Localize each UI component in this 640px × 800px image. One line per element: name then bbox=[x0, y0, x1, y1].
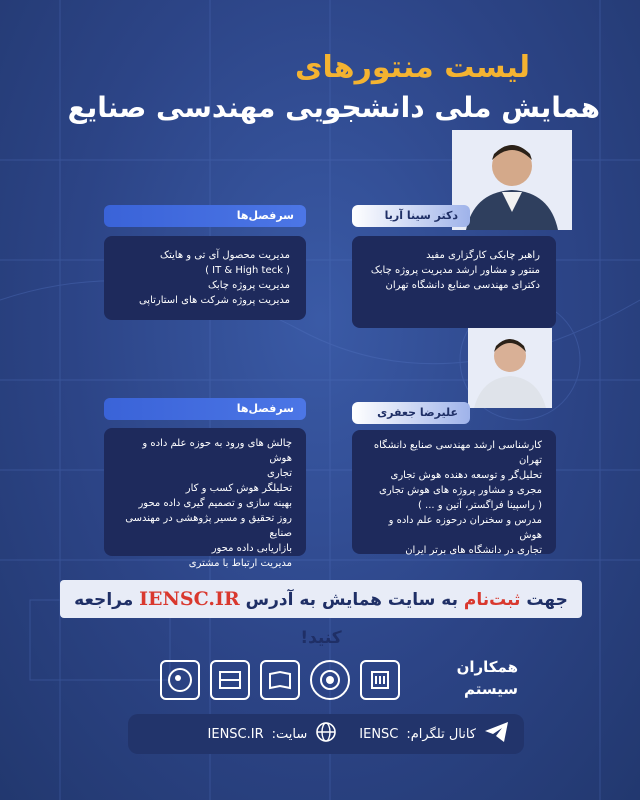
mentor2-topic: روز تحقیق و مسیر پژوهشی در مهندسی bbox=[125, 513, 292, 524]
mentor2-bio-line: تحلیل‌گر و توسعه دهنده هوش تجاری bbox=[390, 470, 542, 481]
mentor2-topic: چالش های ورود به حوزه علم داده و هوش bbox=[142, 438, 292, 464]
mentor2-name-pill bbox=[352, 402, 470, 424]
mentor1-photo bbox=[452, 130, 572, 230]
partner-logo-book-icon bbox=[260, 660, 300, 700]
contact-footer bbox=[128, 714, 524, 754]
mentor2-topic: تجاری bbox=[267, 468, 292, 479]
registration-banner bbox=[60, 580, 582, 648]
mentor2-topics-pill bbox=[104, 398, 306, 420]
cta-highlight: ثبت‌نام bbox=[463, 590, 521, 610]
partner-logo-head-icon bbox=[160, 660, 200, 700]
mentor1-bio-line: منتور و مشاور ارشد مدیریت پروژه چابک bbox=[370, 265, 540, 276]
cta-suffix: مراجعه کنید! bbox=[74, 590, 342, 648]
partners-row bbox=[160, 650, 520, 714]
mentor1-topics-pill bbox=[104, 205, 306, 227]
title-line-2: همایش ملی دانشجویی مهندسی صنایع bbox=[67, 91, 600, 124]
mentor2-bio-line: تهران bbox=[518, 455, 542, 466]
partners-title-line-2: سیستم bbox=[463, 680, 518, 698]
partner-logo-seal-icon bbox=[310, 660, 350, 700]
mentor2-bio-line: مجری و مشاور پروژه های هوش تجاری bbox=[379, 485, 542, 496]
mentor2-topics-card bbox=[104, 428, 306, 569]
mentor1-name: دکتر سینا آریا bbox=[384, 209, 458, 222]
mentor1-topic: مدیریت محصول آی تی و هایتک bbox=[160, 250, 290, 261]
partners-title bbox=[418, 656, 518, 700]
header bbox=[40, 48, 600, 128]
mentor2-bio-line: ( راسپینا فراگستر، آتین و ... ) bbox=[417, 500, 542, 511]
mentor2-topic: تحلیلگر هوش کسب و کار bbox=[185, 483, 292, 494]
cta-prefix: جهت bbox=[526, 590, 568, 610]
mentor1-name-pill bbox=[352, 205, 470, 227]
globe-icon bbox=[315, 721, 337, 747]
mentor1-topic: مدیریت پروژه چابک bbox=[207, 280, 290, 291]
mentor2-topic: مدیریت ارتباط با مشتری bbox=[188, 558, 292, 569]
mentor1-bio-line: راهبر چابکی کارگزاری مفید bbox=[426, 250, 540, 261]
mentor2-topic: صنایع bbox=[269, 528, 292, 539]
telegram-icon[interactable] bbox=[484, 721, 510, 747]
partner-logo-grid-icon bbox=[210, 660, 250, 700]
partner-logo-square-icon bbox=[360, 660, 400, 700]
mentor2-topic: بهینه سازی و تصمیم گیری داده محور bbox=[138, 498, 292, 509]
mentor1-bio-card bbox=[352, 236, 556, 328]
mentor2-bio-line: مدرس و سخنران درحوزه علم داده و هوش bbox=[388, 515, 542, 541]
site-label: سایت: bbox=[271, 726, 308, 742]
telegram-label: کانال تلگرام: bbox=[406, 726, 476, 742]
mentor1-topic: مدیریت پروژه شرکت های استارتاپی bbox=[138, 295, 290, 306]
partners-title-line-1: همکاران bbox=[456, 658, 518, 676]
cta-site-link[interactable]: IENSC.IR bbox=[139, 588, 240, 610]
title-line-1: لیست منتورهای bbox=[295, 50, 530, 85]
cta-middle: به سایت همایش به آدرس bbox=[245, 590, 458, 610]
mentor2-photo bbox=[468, 328, 552, 408]
mentor1-topics-card bbox=[104, 236, 306, 320]
mentor2-bio-card bbox=[352, 430, 556, 554]
mentor2-topics-heading: سرفصل‌ها bbox=[236, 402, 294, 415]
mentor1-bio-line: دکترای مهندسی صنایع دانشگاه تهران bbox=[385, 280, 540, 291]
mentor2-bio-line: کارشناسی ارشد مهندسی صنایع دانشگاه bbox=[373, 440, 542, 451]
mentor2-topic: بازاریابی داده محور bbox=[211, 543, 292, 554]
site-link[interactable]: IENSC.IR bbox=[207, 726, 264, 742]
mentor1-topic: ( IT & High teck ) bbox=[205, 265, 290, 276]
mentor1-topics-heading: سرفصل‌ها bbox=[236, 209, 294, 222]
mentor2-bio-line: تجاری در دانشگاه های برتر ایران bbox=[405, 545, 542, 556]
telegram-handle[interactable]: IENSC bbox=[359, 726, 399, 742]
mentor2-name: علیرضا جعفری bbox=[377, 406, 458, 419]
